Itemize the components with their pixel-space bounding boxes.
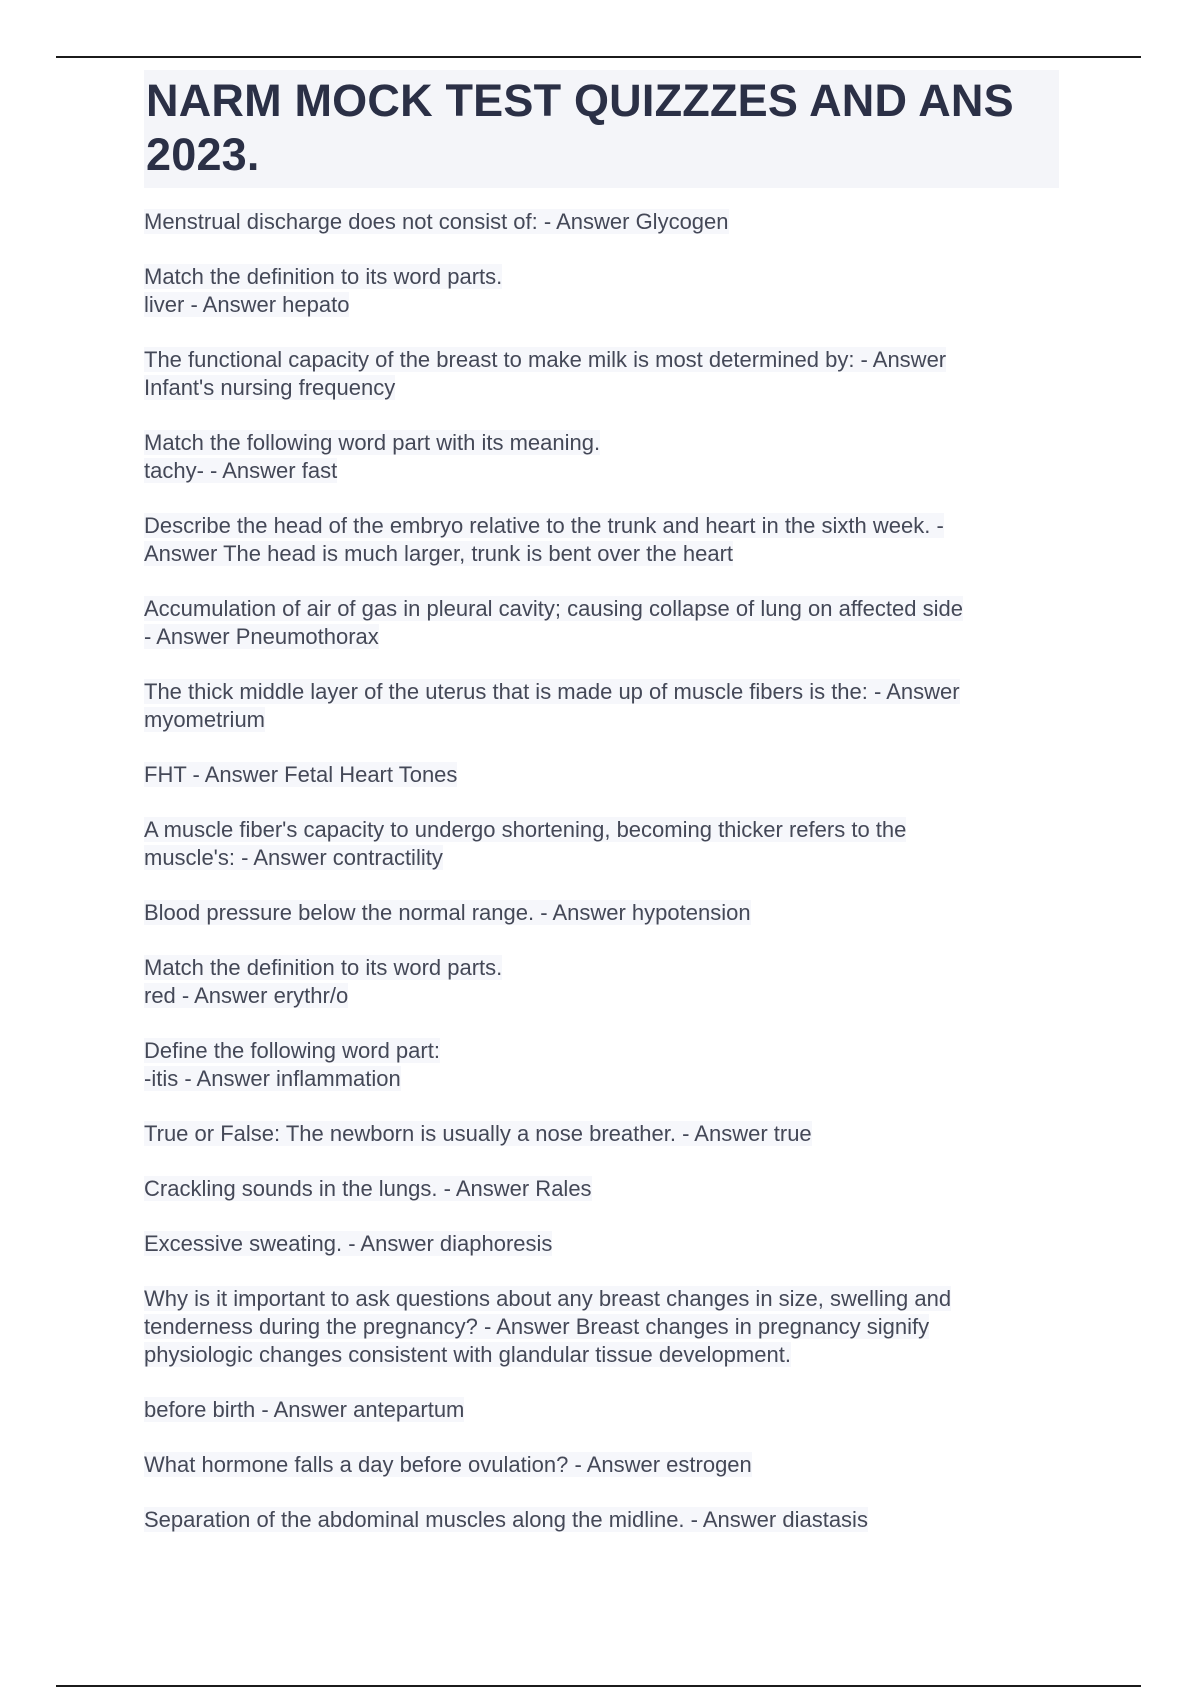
qa-row — [144, 1506, 1059, 1534]
qa-line: What hormone falls a day before ovulation? - Answer estrogen — [144, 1452, 752, 1477]
qa-row — [144, 1285, 1059, 1313]
qa-row — [144, 291, 1059, 319]
qa-item — [144, 761, 1059, 789]
qa-item — [144, 346, 1059, 402]
qa-line: Define the following word part: — [144, 1038, 440, 1063]
qa-line: Blood pressure below the normal range. - Answer hypotension — [144, 900, 751, 925]
qa-row — [144, 623, 1059, 651]
qa-line: myometrium — [144, 707, 266, 732]
qa-item — [144, 1120, 1059, 1148]
qa-item — [144, 1506, 1059, 1534]
qa-row — [144, 844, 1059, 872]
qa-list — [144, 208, 1059, 1534]
qa-line: tenderness during the pregnancy? - Answer Breast changes in pregnancy signify — [144, 1314, 930, 1339]
qa-row — [144, 1120, 1059, 1148]
qa-row — [144, 1065, 1059, 1093]
qa-line: -itis - Answer inflammation — [144, 1066, 401, 1091]
qa-line: Describe the head of the embryo relative to the trunk and heart in the sixth week. - — [144, 513, 944, 538]
qa-row — [144, 346, 1059, 374]
qa-row — [144, 540, 1059, 568]
qa-line: True or False: The newborn is usually a nose breather. - Answer true — [144, 1121, 812, 1146]
qa-row — [144, 678, 1059, 706]
qa-item — [144, 1037, 1059, 1093]
qa-item — [144, 899, 1059, 927]
qa-line: Excessive sweating. - Answer diaphoresis — [144, 1231, 553, 1256]
qa-item — [144, 1451, 1059, 1479]
qa-row — [144, 706, 1059, 734]
qa-line: physiologic changes consistent with glandular tissue development. — [144, 1342, 791, 1367]
qa-line: FHT - Answer Fetal Heart Tones — [144, 762, 458, 787]
qa-line: - Answer Pneumothorax — [144, 624, 379, 649]
qa-line: Crackling sounds in the lungs. - Answer Rales — [144, 1176, 592, 1201]
qa-row — [144, 1037, 1059, 1065]
qa-item — [144, 1175, 1059, 1203]
qa-row — [144, 1451, 1059, 1479]
qa-line: Match the definition to its word parts. — [144, 955, 503, 980]
qa-row — [144, 954, 1059, 982]
qa-row — [144, 982, 1059, 1010]
document-title: NARM MOCK TEST QUIZZZES AND ANS 2023. — [146, 75, 1014, 180]
qa-line: Menstrual discharge does not consist of: - Answer Glycogen — [144, 209, 729, 234]
qa-line: Infant's nursing frequency — [144, 375, 396, 400]
qa-row — [144, 1313, 1059, 1341]
qa-item — [144, 816, 1059, 872]
qa-row — [144, 816, 1059, 844]
qa-row — [144, 1341, 1059, 1369]
qa-item — [144, 208, 1059, 236]
qa-item — [144, 512, 1059, 568]
qa-line: Why is it important to ask questions about any breast changes in size, swelling and — [144, 1286, 952, 1311]
qa-item — [144, 429, 1059, 485]
qa-row — [144, 429, 1059, 457]
qa-item — [144, 1230, 1059, 1258]
title-block — [144, 70, 1059, 188]
qa-line: red - Answer erythr/o — [144, 983, 349, 1008]
qa-line: Match the following word part with its meaning. — [144, 430, 601, 455]
qa-item — [144, 678, 1059, 734]
qa-row — [144, 263, 1059, 291]
qa-row — [144, 1230, 1059, 1258]
top-rule — [56, 56, 1141, 58]
qa-row — [144, 208, 1059, 236]
qa-item — [144, 595, 1059, 651]
qa-row — [144, 512, 1059, 540]
qa-line: liver - Answer hepato — [144, 292, 350, 317]
qa-line: Accumulation of air of gas in pleural cavity; causing collapse of lung on affected side — [144, 596, 963, 621]
qa-row — [144, 1396, 1059, 1424]
qa-line: tachy- - Answer fast — [144, 458, 338, 483]
qa-line: The thick middle layer of the uterus that is made up of muscle fibers is the: - Answer — [144, 679, 960, 704]
qa-row — [144, 761, 1059, 789]
qa-item — [144, 1285, 1059, 1369]
qa-row — [144, 1175, 1059, 1203]
qa-row — [144, 457, 1059, 485]
qa-line: A muscle fiber's capacity to undergo shortening, becoming thicker refers to the — [144, 817, 907, 842]
qa-line: Match the definition to its word parts. — [144, 264, 503, 289]
document-body — [144, 70, 1059, 1561]
qa-row — [144, 899, 1059, 927]
qa-row — [144, 595, 1059, 623]
qa-item — [144, 954, 1059, 1010]
qa-row — [144, 374, 1059, 402]
qa-item — [144, 1396, 1059, 1424]
qa-line: before birth - Answer antepartum — [144, 1397, 465, 1422]
bottom-rule — [56, 1685, 1141, 1687]
qa-line: Separation of the abdominal muscles along the midline. - Answer diastasis — [144, 1507, 868, 1532]
qa-item — [144, 263, 1059, 319]
qa-line: muscle's: - Answer contractility — [144, 845, 443, 870]
qa-line: Answer The head is much larger, trunk is bent over the heart — [144, 541, 734, 566]
qa-line: The functional capacity of the breast to make milk is most determined by: - Answer — [144, 347, 947, 372]
